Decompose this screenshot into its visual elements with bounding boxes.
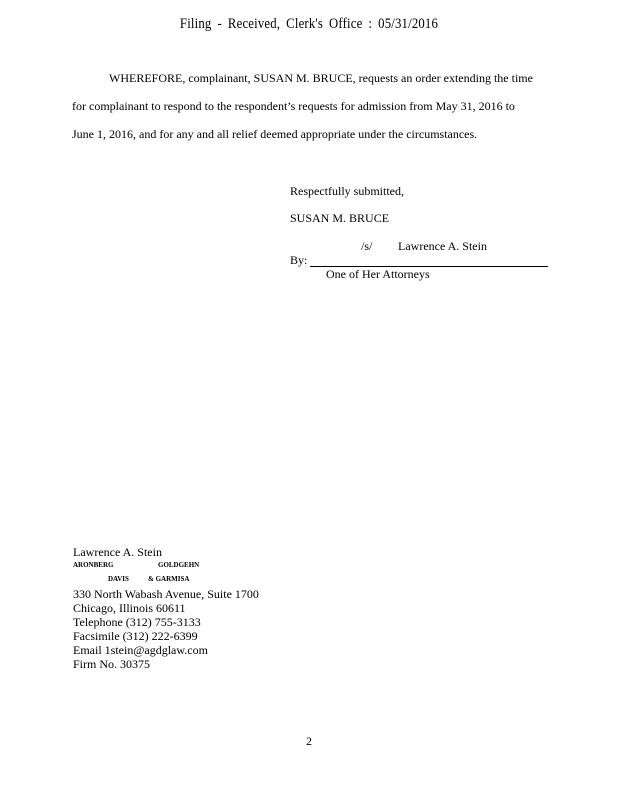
signature-role: One of Her Attorneys [326, 267, 430, 281]
attorney-name: Lawrence A. Stein [73, 545, 162, 559]
attorney-telephone: Telephone (312) 755-3133 [73, 615, 201, 629]
page-number: 2 [306, 734, 312, 748]
signature-closing: Respectfully submitted, [290, 184, 404, 198]
attorney-firm-number: Firm No. 30375 [73, 657, 151, 671]
signature-by-label: By: [290, 253, 308, 267]
attorney-address: 330 North Wabash Avenue, Suite 1700 [73, 587, 259, 601]
signature-signer-name: Lawrence A. Stein [398, 239, 487, 253]
firm-name-davis: DAVIS [108, 575, 129, 583]
attorney-city: Chicago, Illinois 60611 [73, 601, 186, 615]
attorney-email: Email 1stein@agdglaw.com [73, 643, 208, 657]
firm-name-aronberg: ARONBERG [73, 561, 114, 569]
body-paragraph-line-3: June 1, 2016, and for any and all relief deemed appropriate under the circumstances. [72, 127, 478, 141]
body-paragraph-line-2: for complainant to respond to the respondent’s requests for admission from May 31, 2016 to [72, 99, 515, 113]
body-paragraph-line-1: WHEREFORE, complainant, SUSAN M. BRUCE, requests an order extending the time [109, 71, 533, 85]
firm-name-goldgehn: GOLDGEHN [158, 561, 200, 569]
attorney-facsimile: Facsimile (312) 222-6399 [73, 629, 198, 643]
signature-slash-s: /s/ [361, 239, 373, 253]
firm-name-garmisa: & GARMISA [148, 575, 190, 583]
filing-header: Filing - Received, Clerk's Office : 05/31/2016 [179, 16, 439, 32]
signature-party: SUSAN M. BRUCE [290, 211, 390, 225]
